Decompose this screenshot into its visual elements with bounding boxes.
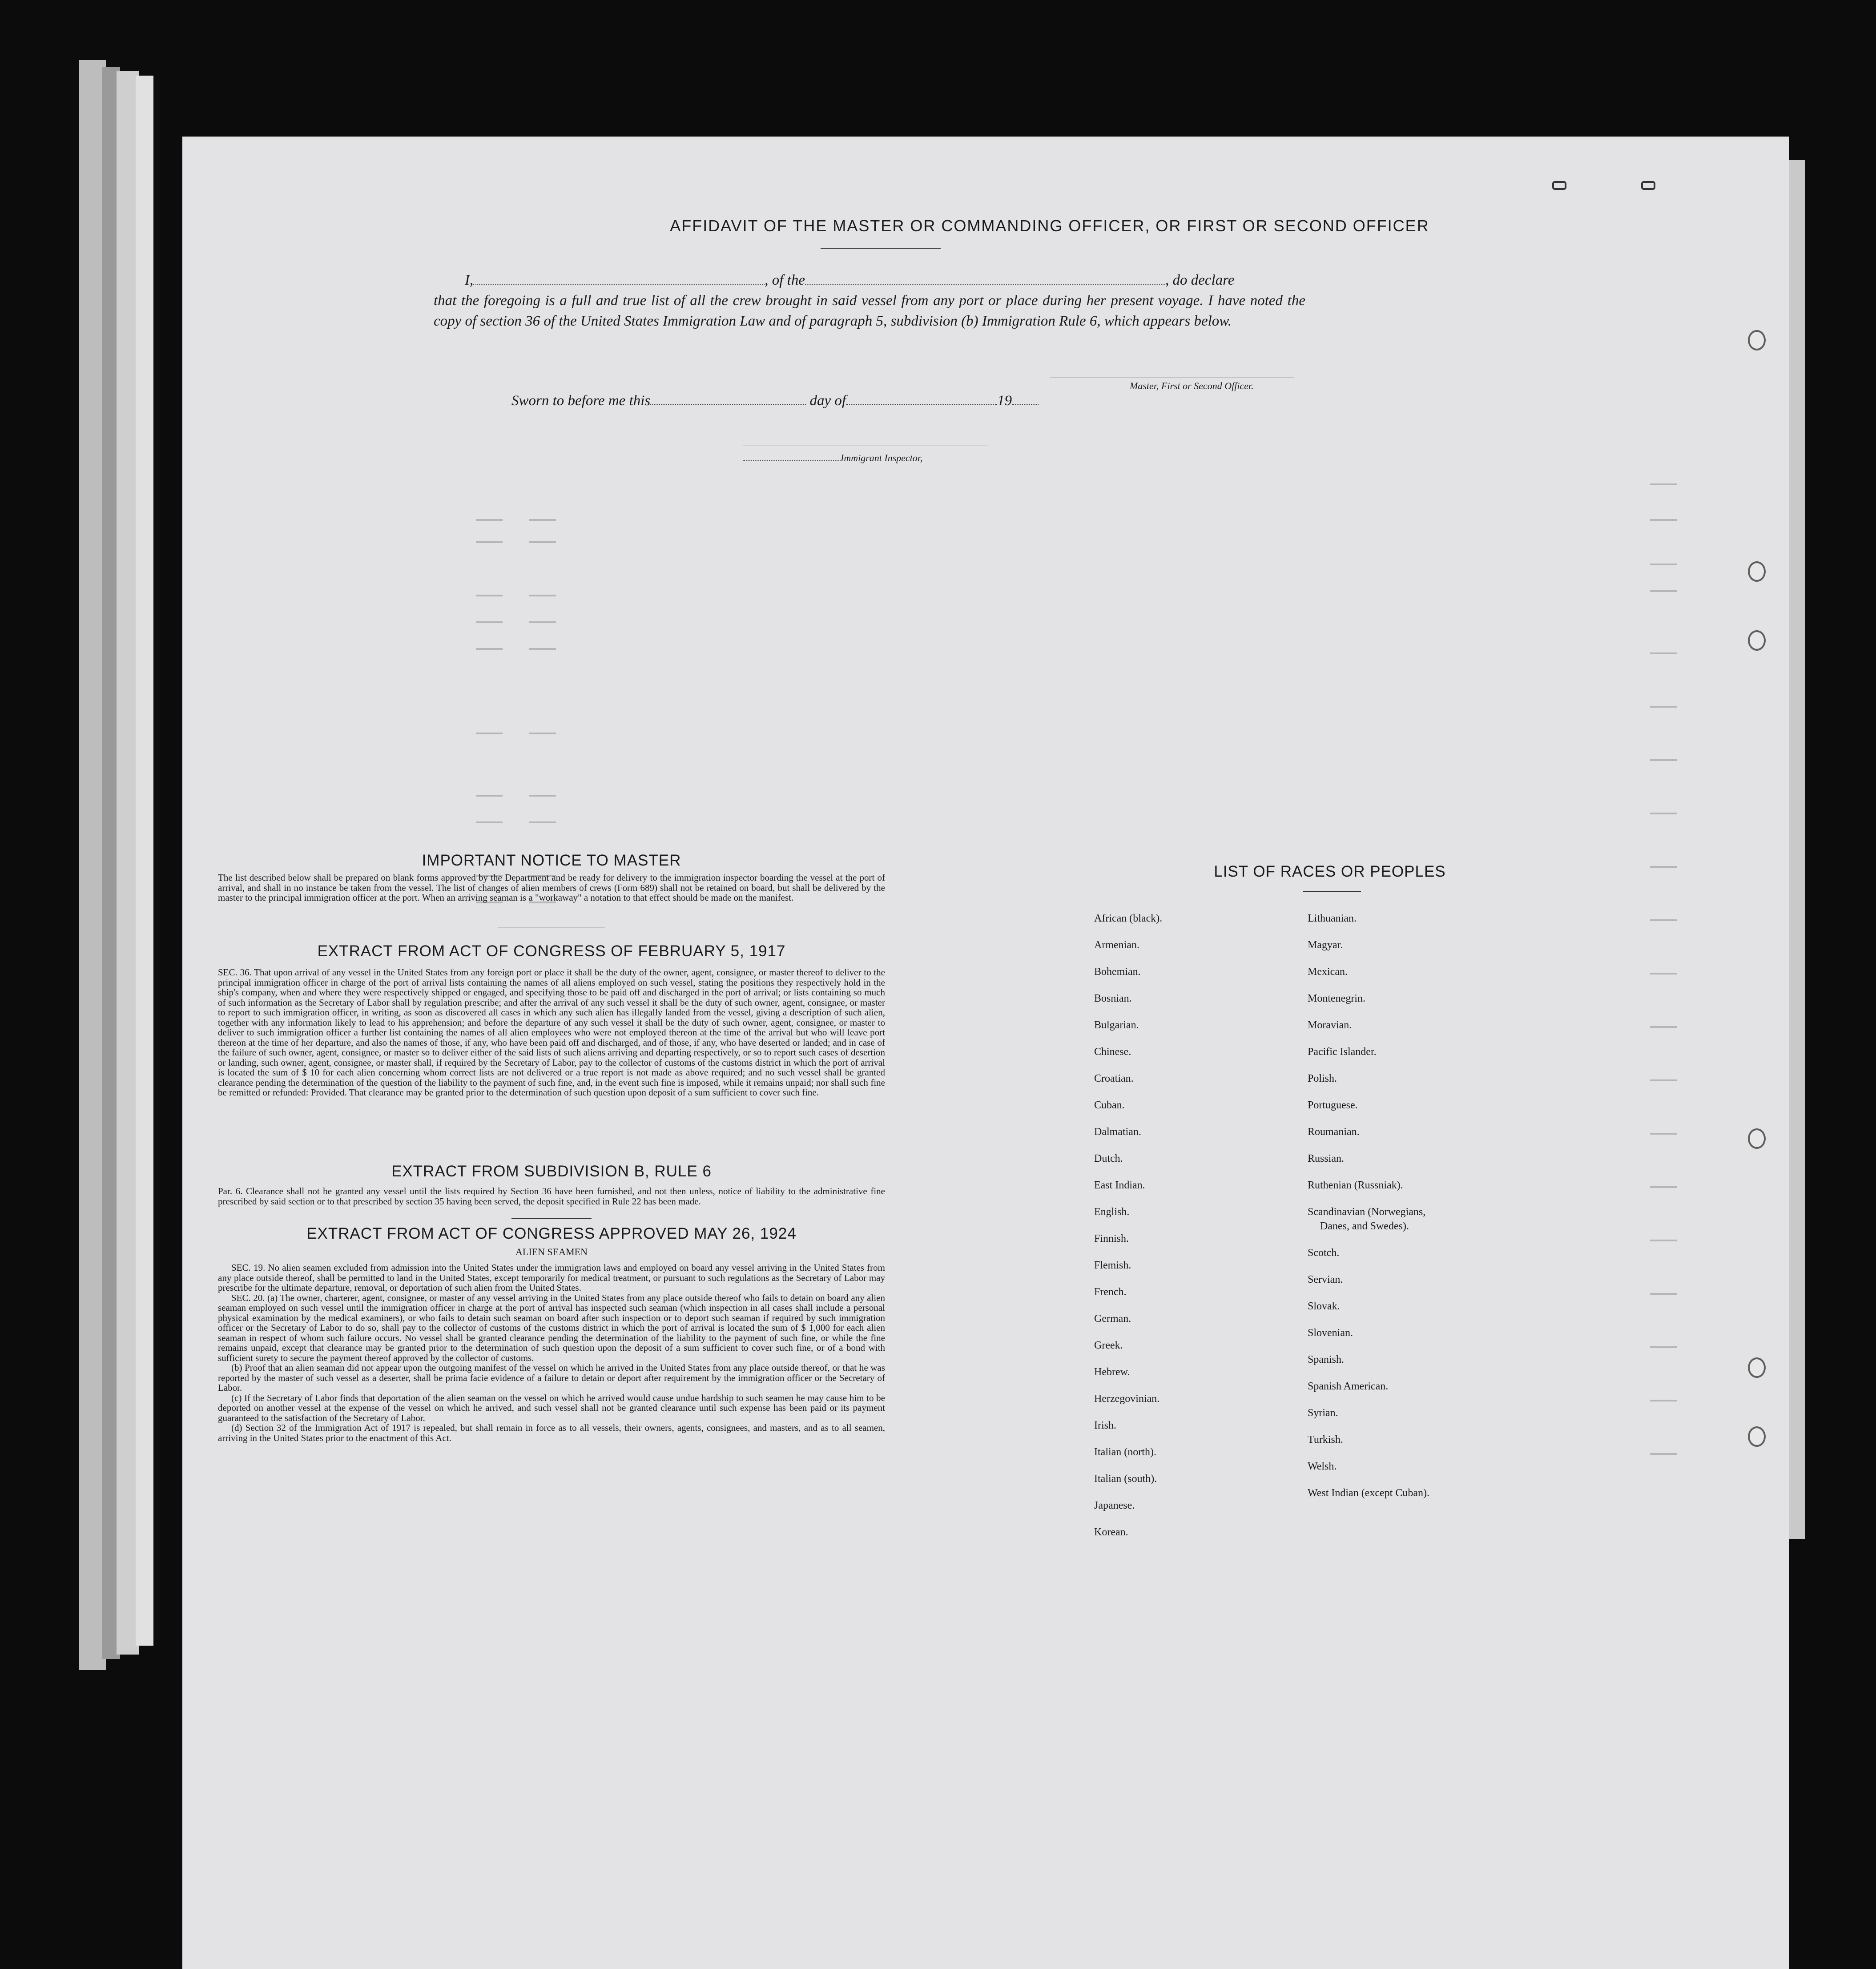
paper-clip [1641,181,1655,190]
paper-clip [1552,181,1566,190]
punch-hole [1748,630,1766,651]
declaration-do-declare: , do declare [1165,272,1235,288]
sworn-month-field[interactable] [846,394,997,405]
page-edge [79,60,106,1670]
race-item: West Indian (except Cuban). [1308,1487,1429,1499]
page-edge [136,76,153,1646]
race-item: Welsh. [1308,1461,1337,1472]
race-item: Chinese. [1094,1046,1131,1058]
race-item: Cuban. [1094,1099,1125,1111]
declaration-i: I, [465,272,474,288]
race-item: Korean. [1094,1526,1128,1538]
sec20c-text: (c) If the Secretary of Labor finds that deportation of the alien seaman on the vessel on which he arrived would cause undue hardship to such seamen he may cause him to be deported on another vessel at the expense of the vessel on which he arrived, and such vessel shall not be granted clearance until such expense has been paid or its payment guaranteed to the satisfaction of the Secretary of Labor. [218,1392,885,1423]
race-item: English. [1094,1206,1130,1218]
race-item: French. [1094,1286,1127,1298]
race-item: Bosnian. [1094,993,1132,1004]
race-item: Dalmatian. [1094,1126,1141,1138]
punch-hole [1748,561,1766,582]
sworn-line [511,393,1039,409]
affidavit-declaration [434,270,1305,331]
race-item: Bulgarian. [1094,1019,1139,1031]
race-item: Servian. [1308,1274,1343,1285]
race-item: Syrian. [1308,1407,1338,1419]
sworn-date-field[interactable] [650,394,806,405]
alien-seamen-subtitle: ALIEN SEAMEN [515,1246,588,1257]
notice-text: The list described below shall be prepared on blank forms approved by the Department and be ready for delivery to the immigration inspector boarding the vessel at the port of arrival, and shall in no instance be taken from the vessel. The list of changes of alien members of crews (Form 689) shall not be retained on board, but shall be delivered by the master to the principal immigration officer at the port. When an arriving seaman is a "workaway" a notation to that effect should be made on the manifest. [218,872,885,903]
races-right-column [1308,905,1429,1506]
race-item: Pacific Islander. [1308,1046,1377,1058]
races-underline [1303,891,1361,892]
signature-label: Master, First or Second Officer. [1130,380,1254,391]
race-item: Spanish. [1308,1354,1345,1365]
rule6-text: Par. 6. Clearance shall not be granted any vessel until the lists required by Section 36 have been furnished, and not then unless, notice of liability to the administrative fine prescribed by said section or to that prescribed by section 35 having been served, the deposit specified in Rule 22 has been made. [218,1186,885,1207]
race-item: Dutch. [1094,1153,1123,1164]
race-item: Bohemian. [1094,966,1141,978]
race-item: Russian. [1308,1153,1345,1164]
races-title: LIST OF RACES OR PEOPLES [1214,863,1446,880]
race-item: Croatian. [1094,1073,1134,1084]
extract-1924-title: EXTRACT FROM ACT OF CONGRESS APPROVED MAY 26, 1924 [306,1225,797,1242]
punch-hole [1748,1357,1766,1378]
race-item: Danes, and Swedes). [1320,1220,1409,1232]
race-item: Polish. [1308,1073,1337,1084]
race-item: Slovenian. [1308,1327,1353,1339]
race-item: Moravian. [1308,1019,1352,1031]
race-item: Herzegovinian. [1094,1393,1160,1405]
race-item: African (black). [1094,913,1163,924]
sworn-year-text: 19 [997,393,1012,409]
punch-hole [1748,1128,1766,1149]
race-item: Finnish. [1094,1233,1129,1244]
extract-1917-title: EXTRACT FROM ACT OF CONGRESS OF FEBRUARY 5, 1917 [317,942,786,960]
sec20d-text: (d) Section 32 of the Immigration Act of 1917 is repealed, but shall remain in force as to all vessels, their owners, agents, consignees, and masters, and as to all seamen, arriving in the United States prior to the enactment of this Act. [218,1422,885,1443]
name-field[interactable] [473,273,765,285]
race-item: Roumanian. [1308,1126,1360,1138]
declaration-of-the: , of the [765,272,805,288]
vessel-field[interactable] [805,273,1165,285]
race-item: Italian (north). [1094,1446,1156,1458]
sec20a-text: SEC. 20. (a) The owner, charterer, agent, consignee, or master of any vessel arriving in the United States from any place outside thereof who fails to detain on board any alien seaman employed on such vessel until the immigration officer in charge at the port of arrival has inspected such seaman (which inspection in all cases shall include a personal physical examination by the medical examiners), or who fails to detain such seaman on board after such inspection or to deport such seaman if required by such immigration officer or the Secretary of Labor to do so, shall pay to the collector of customs of the customs district in which the port of arrival is located the sum of $ 1,000 for each alien seaman in respect of whom such failure occurs. No vessel shall be granted clearance pending the determination of the liability to the payment of such fine, or while the fine remains unpaid, except that clearance may be granted prior to the determination of such question upon the deposit of a sum sufficient to cover such fine, or of a bond with sufficient surety to secure the payment thereof approved by the collector of customs. [218,1292,885,1363]
title-underline [821,248,941,249]
sworn-year-field[interactable] [1012,394,1039,405]
sworn-text: Sworn to before me this [511,393,651,409]
race-item: Scotch. [1308,1247,1340,1259]
extract-1917-text: SEC. 36. That upon arrival of any vessel in the United States from any foreign port or place it shall be the duty of the owner, agent, consignee, or master thereof to deliver to the principal immigration officer in charge of the port of arrival lists containing the names of all aliens employed on such vessel, stating the positions they respectively hold in the ship's company, when and where they were respectively shipped or engaged, and specifying those to be paid off and discharged in the port of arrival; or lists containing so much of such information as the Secretary of Labor shall by regulation prescribe; and after the arrival of any such vessel it shall be the duty of such owner, agent, consignee, or master to report to such immigration officer, in writing, as soon as discovered all cases in which any such alien has illegally landed from the vessel, giving a description of such alien, together with any information likely to lead to his apprehension; and before the departure of any such vessel it shall be the duty of such owner, agent, consignee, or master to deliver to such immigration officer a further list containing the names of all alien employees who were not employed thereon at the time of the arrival but who will leave port thereon at the time of her departure, and also the names of those, if any, who have been paid off and discharged, and of those, if any, who have deserted or landed; and in case of the failure of such owner, agent, consignee, or master so to deliver either of the said lists of such aliens arriving and departing respectively, or so to report such cases of desertion or landing, such owner, agent, consignee, or master shall, if required by the Secretary of Labor, pay to the collector of customs of the customs district in which the port of arrival is located the sum of $ 10 for each alien concerning whom correct lists are not delivered or a true report is not made as above required; and no such vessel shall be granted clearance pending the determination of the question of the liability to the payment of such fine, and, in the event such fine is imposed, while it remains unpaid; nor shall such fine be remitted or refunded: Provided. That clearance may be granted prior to the determination of such question upon deposit of a sum sufficient to cover such fine. [218,967,885,1098]
race-item: Mexican. [1308,966,1348,978]
sec19-text: SEC. 19. No alien seamen excluded from admission into the United States under the immigration laws and employed on board any vessel arriving in the United States from any place outside thereof, shall be permitted to land in the United States, except temporarily for medical treatment, or pursuant to such regulations as the Secretary of Labor may prescribe for the ultimate departure, removal, or deportation of such alien from the United States. [218,1262,885,1293]
race-item: Flemish. [1094,1260,1131,1271]
race-item: Ruthenian (Russniak). [1308,1180,1403,1191]
inspector-label [743,452,923,464]
race-item: Magyar. [1308,939,1343,951]
punch-hole [1748,1426,1766,1447]
race-item: East Indian. [1094,1180,1145,1191]
rule6-divider [511,1218,592,1219]
race-item: Slovak. [1308,1301,1340,1312]
sworn-day-text: day of [809,393,846,409]
race-item: Montenegrin. [1308,993,1365,1004]
race-item: Irish. [1094,1420,1116,1431]
extract-1924-text [218,1263,885,1443]
rule6-title: EXTRACT FROM SUBDIVISION B, RULE 6 [391,1163,712,1180]
inspector-field[interactable] [743,454,841,461]
declaration-body: that the foregoing is a full and true list of all the crew brought in said vessel from any port or place during her present voyage. I have noted the copy of section 36 of the United States Immigration Law and of paragraph 5, subdivision (b) Immigration Rule 6, which appears below. [434,293,1305,329]
race-item: Greek. [1094,1340,1123,1351]
races-left-column [1094,905,1162,1546]
manifest-page [182,137,1789,1969]
race-item: Turkish. [1308,1434,1343,1446]
race-item: Spanish American. [1308,1381,1389,1392]
next-page-edge [1787,160,1805,1539]
race-item: Hebrew. [1094,1366,1130,1378]
race-item: Italian (south). [1094,1473,1157,1485]
race-item: Portuguese. [1308,1099,1358,1111]
race-item: Armenian. [1094,939,1139,951]
race-item: Scandinavian (Norwegians, [1308,1206,1426,1218]
inspector-text: Immigrant Inspector, [841,452,923,463]
punch-hole [1748,330,1766,350]
affidavit-title: AFFIDAVIT OF THE MASTER OR COMMANDING OFFICER, OR FIRST OR SECOND OFFICER [670,217,1429,235]
race-item: Japanese. [1094,1500,1135,1511]
race-item: German. [1094,1313,1131,1325]
sec20b-text: (b) Proof that an alien seaman did not appear upon the outgoing manifest of the vessel on which he arrived in the United States from any place outside thereof, or that he was reported by the master of such vessel as a deserter, shall be prima facie evidence of a failure to detain or deport after requirement by the immigration officer or the Secretary of Labor. [218,1362,885,1393]
race-item: Lithuanian. [1308,913,1357,924]
notice-title: IMPORTANT NOTICE TO MASTER [422,852,681,869]
